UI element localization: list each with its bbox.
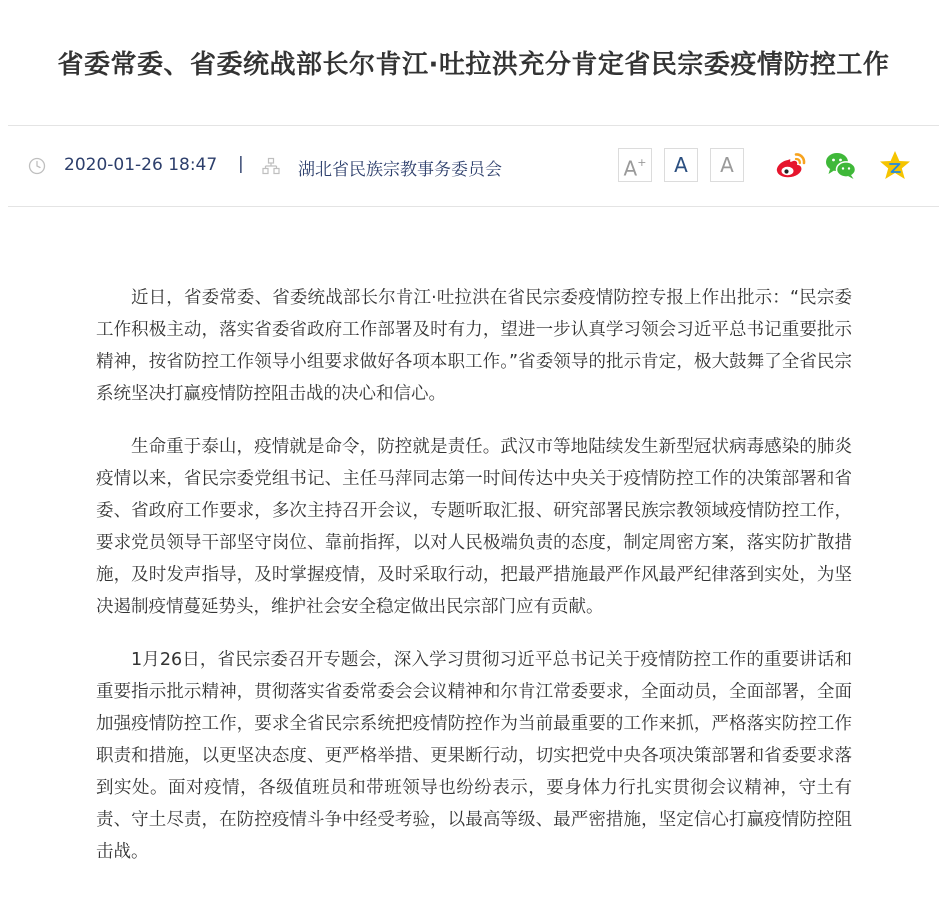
weibo-icon[interactable]: [774, 150, 808, 182]
source-link[interactable]: 湖北省民族宗教事务委员会: [298, 160, 502, 180]
publish-date: 2020-01-26 18:47: [64, 155, 218, 175]
meta-divider: [8, 206, 939, 207]
font-medium-label: A: [674, 153, 688, 177]
font-size-medium-button[interactable]: [664, 148, 698, 182]
meta-separator: |: [238, 154, 244, 174]
font-small-label: A: [720, 153, 734, 177]
font-large-plus: +: [637, 156, 647, 169]
page-title: 省委常委、省委统战部长尔肯江·吐拉洪充分肯定省民宗委疫情防控工作: [57, 50, 890, 80]
article-body: [96, 282, 852, 889]
font-large-label: A: [623, 156, 638, 181]
qzone-icon[interactable]: [878, 150, 912, 182]
font-size-small-button[interactable]: [710, 148, 744, 182]
title-divider: [8, 125, 939, 126]
article-paragraph: 近日，省委常委、省委统战部长尔肯江·吐拉洪在省民宗委疫情防控专报上作出批示：“民宗委工作积极主动，落实省委省政府工作部署及时有力，望进一步认真学习领会习近平总书记重要批示精神，按省防控工作领导小组要求做好各项本职工作。”省委领导的批示肯定，极大鼓舞了全省民宗系统坚决打赢疫情防控阻击战的决心和信心。: [96, 288, 852, 404]
org-icon: [262, 157, 280, 175]
wechat-icon[interactable]: [824, 150, 858, 182]
article-meta-bar: [28, 148, 928, 184]
article-paragraph: 1月26日，省民宗委召开专题会，深入学习贯彻习近平总书记关于疫情防控工作的重要讲话和重要指示批示精神，贯彻落实省委常委会会议精神和尔肯江常委要求，全面动员，全面部署，全面加强疫情防控工作，要求全省民宗系统把疫情防控作为当前最重要的工作来抓，严格落实防控工作职责和措施，以更坚决态度、更严格举措、更果断行动，切实把党中央各项决策部署和省委要求落到实处。面对疫情，各级值班员和带班领导也纷纷表示，要身体力行扎实贯彻会议精神，守土有责、守土尽责，在防控疫情斗争中经受考验，以最高等级、最严密措施，坚定信心打赢疫情防控阻击战。: [96, 650, 852, 862]
font-size-large-button[interactable]: [618, 148, 652, 182]
clock-icon: [28, 157, 46, 175]
article-paragraph: 生命重于泰山，疫情就是命令，防控就是责任。武汉市等地陆续发生新型冠状病毒感染的肺炎疫情以来，省民宗委党组书记、主任马萍同志第一时间传达中央关于疫情防控工作的决策部署和省委、省政府工作要求，多次主持召开会议，专题听取汇报、研究部署民族宗教领域疫情防控工作，要求党员领导干部坚守岗位、靠前指挥，以对人民极端负责的态度，制定周密方案，落实防扩散措施，及时发声指导，及时掌握疫情，及时采取行动，把最严措施最严作风最严纪律落到实处，为坚决遏制疫情蔓延势头，维护社会安全稳定做出民宗部门应有贡献。: [96, 437, 852, 617]
